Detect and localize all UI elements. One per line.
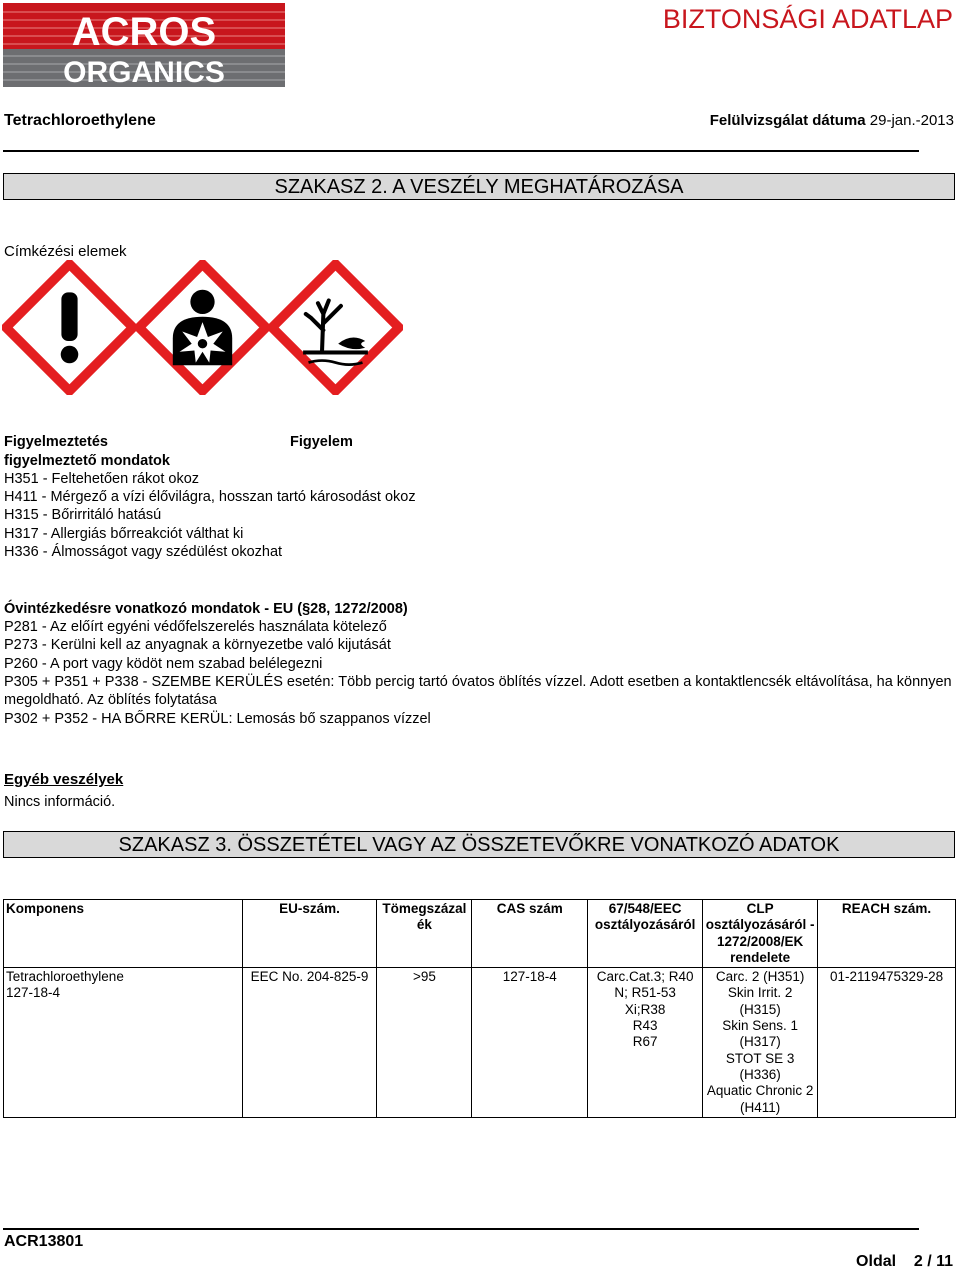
eec-classification-line: R43 bbox=[632, 1018, 658, 1034]
clp-classification-line: STOT SE 3 bbox=[725, 1050, 795, 1066]
section-3-title: SZAKASZ 3. ÖSSZETÉTEL VAGY AZ ÖSSZETEVŐKRE VONATKOZÓ ADATOK bbox=[3, 831, 955, 858]
component-cas: 127-18-4 bbox=[6, 985, 61, 1001]
column-header-cas-number: CAS szám bbox=[472, 900, 588, 968]
column-header-eec-classification: 67/548/EEC osztályozásáról bbox=[588, 900, 703, 968]
column-header-eu-number: EU-szám. bbox=[242, 900, 377, 968]
eec-classification-line: N; R51-53 bbox=[614, 985, 676, 1001]
label-elements-heading: Címkézési elemek bbox=[4, 243, 127, 260]
precautionary-statement: P305 + P351 + P338 - SZEMBE KERÜLÉS esetén: Több percig tartó óvatos öblítés vízzel. Adott esetben a kontaktlencsék eltávolítása, ha könnyen megoldható. Az öblítés folytatása bbox=[4, 674, 952, 709]
hazard-statement: H315 - Bőrirritáló hatású bbox=[4, 507, 162, 523]
page-indicator bbox=[856, 1253, 953, 1271]
table-header-row bbox=[4, 900, 956, 968]
clp-classification-line: (H411) bbox=[739, 1099, 781, 1115]
column-header-component: Komponens bbox=[4, 900, 243, 968]
component-name: Tetrachloroethylene bbox=[6, 969, 124, 985]
weight-percent-cell: >95 bbox=[377, 968, 472, 1118]
page-number: 2 / 11 bbox=[913, 1253, 953, 1270]
revision-date bbox=[710, 112, 954, 129]
other-hazards-text: Nincs információ. bbox=[4, 794, 116, 810]
precautionary-statement: P281 - Az előírt egyéni védőfelszerelés használata kötelező bbox=[4, 619, 387, 635]
exclamation-mark-icon bbox=[2, 260, 137, 395]
revision-label: Felülvizsgálat dátuma bbox=[709, 112, 866, 129]
hazard-statements-heading: figyelmeztető mondatok bbox=[4, 453, 170, 469]
header-divider bbox=[3, 150, 919, 152]
clp-classification-line: (H315) bbox=[739, 1001, 781, 1017]
signal-word: Figyelem bbox=[290, 434, 353, 450]
composition-table bbox=[3, 899, 956, 1118]
cas-number-cell: 127-18-4 bbox=[472, 968, 588, 1118]
clp-classification-cell bbox=[703, 968, 818, 1118]
clp-classification-line: (H336) bbox=[739, 1066, 781, 1082]
eec-classification-line: Xi;R38 bbox=[624, 1001, 666, 1017]
acros-organics-logo bbox=[3, 3, 285, 87]
hazard-statement: H336 - Álmosságot vagy szédülést okozhat bbox=[4, 544, 283, 560]
precautionary-statement: P273 - Kerülni kell az anyagnak a környezetbe való kijutását bbox=[4, 637, 391, 653]
page-label: Oldal bbox=[856, 1253, 897, 1270]
product-name: Tetrachloroethylene bbox=[4, 112, 156, 129]
clp-classification-line: Skin Sens. 1 bbox=[722, 1018, 798, 1034]
eec-classification-cell bbox=[588, 968, 703, 1118]
column-header-weight-percent: Tömegszázal ék bbox=[377, 900, 472, 968]
reach-number-cell: 01-2119475329-28 bbox=[818, 968, 956, 1118]
document-code: ACR13801 bbox=[4, 1233, 84, 1250]
logo-text-organics: ORGANICS bbox=[63, 56, 225, 87]
eu-number-cell: EEC No. 204-825-9 bbox=[242, 968, 377, 1118]
hazard-statement: H351 - Feltehetően rákot okoz bbox=[4, 471, 200, 487]
precautionary-statement: P260 - A port vagy ködöt nem szabad belélegezni bbox=[4, 656, 323, 672]
logo-text-acros: ACROS bbox=[71, 10, 217, 54]
footer-divider bbox=[3, 1228, 919, 1230]
clp-classification-line: (H317) bbox=[739, 1034, 781, 1050]
health-hazard-icon bbox=[135, 260, 270, 395]
hazard-statement: H411 - Mérgező a vízi élővilágra, hosszan tartó károsodást okoz bbox=[4, 489, 416, 505]
environment-icon bbox=[268, 260, 403, 395]
eec-classification-line: Carc.Cat.3; R40 bbox=[596, 969, 694, 985]
table-row bbox=[4, 968, 956, 1118]
eec-classification-line: R67 bbox=[632, 1034, 658, 1050]
other-hazards-heading: Egyéb veszélyek bbox=[4, 771, 124, 788]
precautionary-statement: P302 + P352 - HA BŐRRE KERÜL: Lemosás bő szappanos vízzel bbox=[4, 711, 431, 727]
column-header-reach-number: REACH szám. bbox=[818, 900, 956, 968]
document-title: BIZTONSÁGI ADATLAP bbox=[662, 4, 953, 34]
column-header-clp-classification: CLP osztályozásáról - 1272/2008/EK rendelete bbox=[703, 900, 818, 968]
clp-classification-line: Carc. 2 (H351) bbox=[715, 969, 805, 985]
clp-classification-line: Aquatic Chronic 2 bbox=[706, 1083, 814, 1099]
section-2-title: SZAKASZ 2. A VESZÉLY MEGHATÁROZÁSA bbox=[3, 173, 955, 200]
signal-word-label: Figyelmeztetés bbox=[4, 434, 108, 450]
hazard-statement: H317 - Allergiás bőrreakciót válthat ki bbox=[4, 526, 244, 542]
precautionary-statements-heading: Óvintézkedésre vonatkozó mondatok - EU (§28, 1272/2008) bbox=[4, 601, 408, 617]
clp-classification-line: Skin Irrit. 2 bbox=[727, 985, 793, 1001]
component-cell bbox=[4, 968, 243, 1118]
revision-date-value: 29-jan.-2013 bbox=[869, 112, 954, 129]
